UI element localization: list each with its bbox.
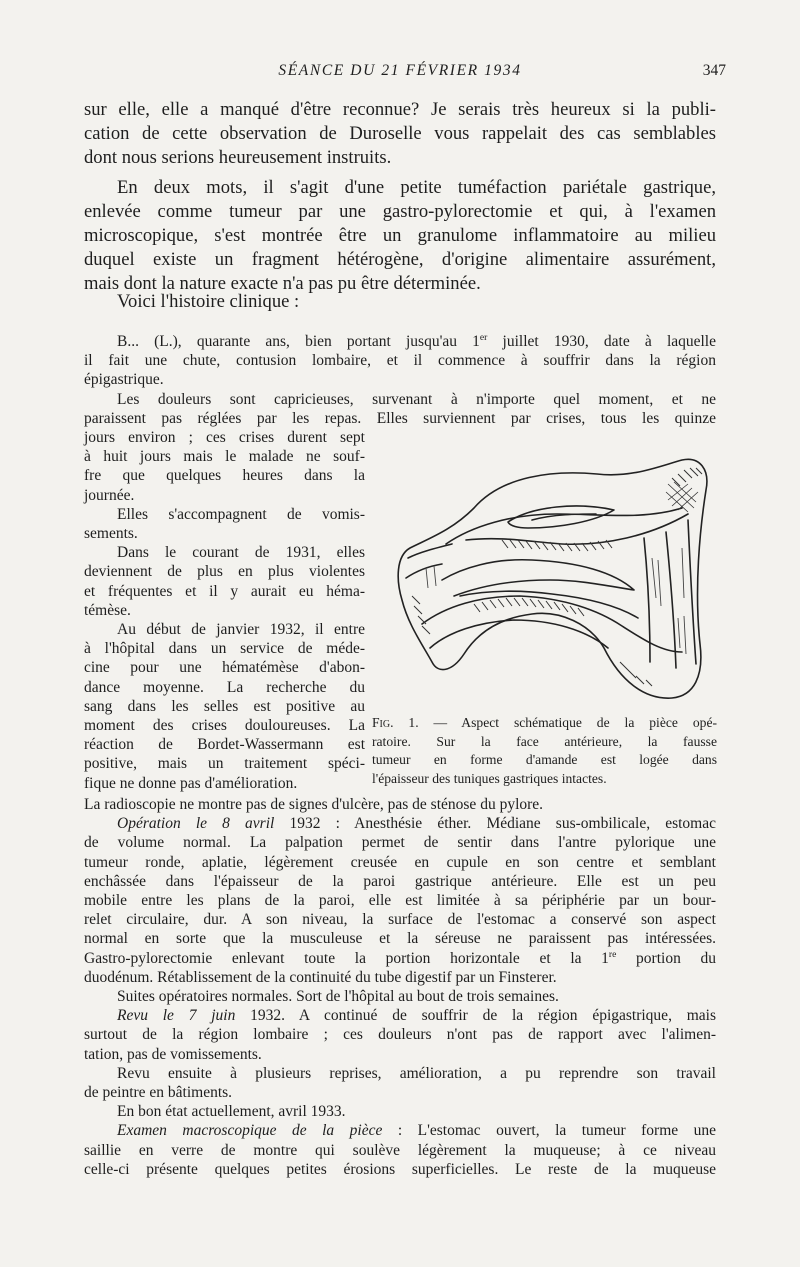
text-line: à huit jours mais le malade ne souf- [84,448,365,466]
text-line: sang dans les selles est positive au [84,697,365,715]
text-line: Revu ensuite à plusieurs reprises, amélioration, a pu reprendre son travail [117,1064,716,1082]
text-line: de volume normal. La palpation permet de sentir dans l'antre pylorique une [84,834,716,852]
text-line: épigastrique. [84,371,164,389]
text-line: dont nous serions heureusement instruits. [84,147,392,168]
text-line: à l'hôpital dans un service de méde- [84,640,365,658]
text-line: moment des crises douloureuses. La [84,717,365,735]
text-line: En bon état actuellement, avril 1933. [117,1103,346,1121]
text-line: mais dont la nature exacte n'a pas pu être déterminée. [84,273,481,294]
text-line: relet circulaire, dur. A son niveau, la surface de l'estomac a conservé son aspect [84,911,716,929]
text-line: il fait une chute, contusion lombaire, et il commence à souffrir dans la région [84,352,716,370]
text-line: saillie en verre de montre qui soulève légèrement la muqueuse; à ce niveau [84,1141,716,1159]
text-line: ratoire. Sur la face antérieure, la fausse [372,733,717,749]
text-line: celle-ci présente quelques petites érosions superficielles. Le reste de la muqueuse [84,1160,716,1178]
text-line: duquel existe un fragment hétérogène, d'origine alimentaire assurément, [84,249,716,270]
text-line: duodénum. Rétablissement de la continuité du tube digestif par un Finsterer. [84,968,557,986]
text-line: normal en sorte que la musculeuse et la séreuse ne paraissent pas intéressées. [84,930,716,948]
text-line: l'épaisseur des tuniques gastriques intactes. [372,771,607,787]
text-line: jours environ ; ces crises durent sept [84,429,365,446]
case-paragraph-2 [84,390,716,428]
text-line: B... (L.), quarante ans, bien portant jusqu'au 1er juillet 1930, date à laquelle [117,331,716,350]
intro-paragraph-2 [84,176,716,296]
figure-caption [372,714,717,789]
text-line: Au début de janvier 1932, il entre [117,621,365,639]
text-line: journée. [84,486,135,504]
text-line: positive, mais un traitement spéci- [84,755,365,773]
column-paragraph [84,620,365,793]
caption-label: Fig. 1. [372,715,419,730]
text-line: et fréquentes et il y aurait eu héma- [84,582,365,600]
text-line: fique ne donne pas d'amélioration. [84,774,298,792]
text-line: Suites opératoires normales. Sort de l'hôpital au bout de trois semaines. [117,988,559,1006]
text-line: Gastro-pylorectomie enlevant toute la portion horizontale et la 1re portion du [84,948,716,967]
text-line: Voici l'histoire clinique : [117,291,300,312]
text-line: paraissent pas réglées par les repas. Elles surviennent par crises, tous les quinze [84,410,716,428]
text-line: La radioscopie ne montre pas de signes d'ulcère, pas de sténose du pylore. [84,796,544,813]
text-line: sements. [84,525,138,543]
text-line: cine pour une hématémèse d'abon- [84,659,365,677]
text-line: Les douleurs sont capricieuses, survenant à n'importe quel moment, et ne [117,391,716,408]
text-line: tumeur ronde, aplatie, légèrement creusée en cupule en son centre et semblant [84,853,716,871]
column-paragraph [84,543,365,620]
text-line: Dans le courant de 1931, elles [117,544,365,562]
running-title: SÉANCE DU 21 FÉVRIER 1934 [278,62,522,79]
text-line: surtout de la région lombaire ; ces douleurs n'ont pas de rapport avec l'alimen- [84,1026,716,1044]
text-line: Fig. 1. — Aspect schématique de la pièce opé- [372,715,717,730]
text-line: Elles s'accompagnent de vomis- [117,505,365,523]
text-column [84,428,365,793]
text-line: de peintre en bâtiments. [84,1084,233,1102]
text-line: En deux mots, il s'agit d'une petite tuméfaction pariétale gastrique, [117,177,716,198]
text-line: tumeur en forme d'amande est logée dans [372,752,717,768]
case-continuation [84,795,716,1179]
text-line: enchâssée dans l'épaisseur de la paroi gastrique antérieure. Elle est un peu [84,872,716,890]
text-line: réaction de Bordet-Wassermann est [84,736,365,754]
running-header [0,62,800,82]
specimen-illustration [382,448,718,708]
text-line: mobile entre les plans de la paroi, elle est limitée à sa périphérie par un bour- [84,892,716,910]
page-number: 347 [702,62,726,79]
text-line: tation, pas de vomissements. [84,1045,262,1063]
text-line: dance moyenne. La recherche du [84,678,365,696]
text-line: cation de cette observation de Duroselle vous rappelait des cas semblables [84,123,716,144]
text-line: Examen macroscopique de la pièce : L'estomac ouvert, la tumeur forme une [117,1122,716,1140]
figure-specimen-drawing [382,448,718,708]
text-line: Revu le 7 juin 1932. A continué de souffrir de la région épigastrique, mais [117,1007,716,1025]
case-paragraph-1 [84,332,716,390]
text-line: enlevée comme tumeur par une gastro-pylorectomie et qui, à l'examen [84,201,716,222]
text-line: fre que quelques heures dans la [84,467,365,485]
text-line: deviennent de plus en plus violentes [84,563,365,581]
text-line: sur elle, elle a manqué d'être reconnue? Je serais très heureux si la publi- [84,99,716,120]
text-line: témèse. [84,601,131,619]
intro-paragraph-3 [84,290,716,314]
text-line: microscopique, s'est montrée être un granulome inflammatoire au milieu [84,225,716,246]
column-paragraph [84,505,365,543]
column-paragraph [84,428,365,505]
intro-paragraph-1 [84,98,716,170]
text-line: Opération le 8 avril 1932 : Anesthésie éther. Médiane sus-ombilicale, estomac [117,815,716,833]
